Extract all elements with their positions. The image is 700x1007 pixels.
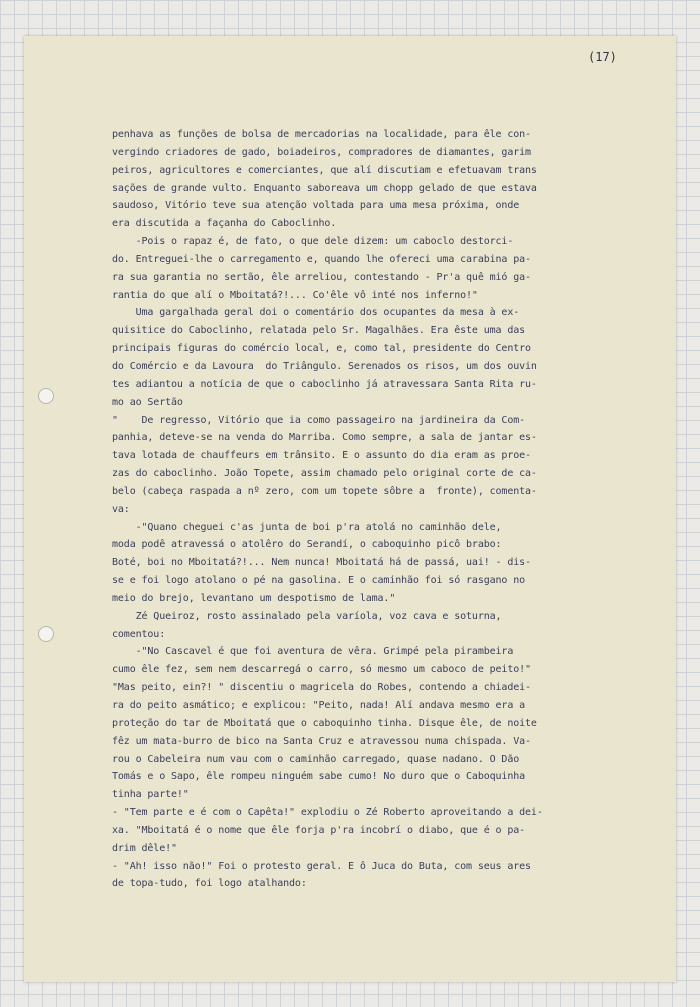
text-line: -Pois o rapaz é, de fato, o que dele dizem: um caboclo destorci- [112,236,514,248]
text-line: Tomás e o Sapo, êle rompeu ninguém sabe cumo! No duro que o Caboquinha [112,771,526,783]
text-line: penhava as funções de bolsa de mercadorias na localidade, para êle con- [112,129,531,140]
text-line: Zé Queiroz, rosto assinalado pela varíola, voz cava e soturna, [112,610,502,622]
punch-hole [38,626,54,642]
text-line: "Mas peito, ein?! " discentiu o magricela do Robes, contendo a chiadei- [112,682,531,694]
text-line: do. Entreguei-lhe o carregamento e, quando lhe ofereci uma carabina pa- [112,253,531,265]
text-line: ra sua garantia no sertão, êle arreliou, contestando - Pr'a quê mió ga- [112,271,531,283]
text-line: era discutida a façanha do Caboclinho. [112,218,337,230]
text-line: - "Ah! isso não!" Foi o protesto geral. E ô Juca do Buta, com seus ares [112,860,531,872]
text-line: do Comércio e da Lavoura do Triângulo. Serenados os risos, um dos ouvin [112,360,537,372]
text-line: mo ao Sertão [112,396,183,408]
page-number: (17) [588,50,617,64]
text-line: va: [112,503,130,515]
text-line: principais figuras do comércio local, e, como tal, presidente do Centro [112,343,531,355]
text-line: ra do peito asmático; e explicou: "Peito, nada! Alí andava mesmo era a [112,700,526,711]
body-text [112,126,668,893]
text-line: peiros, agricultores e comerciantes, que alí discutiam e efetuavam trans [112,164,537,176]
text-line: tes adiantou a notícia de que o caboclinho já atravessara Santa Rita ru- [112,378,537,390]
text-line: drim dêle!" [112,842,177,854]
text-line: moda podê atravessá o atolêro do Serandí, o caboquinho picô brabo: [112,539,502,551]
text-line: meio do brejo, levantano um despotismo de lama." [112,592,396,604]
text-line: xa. "Mboitatá é o nome que êle forja p'ra incobrí o diabo, que é o pa- [112,824,526,836]
text-line: - "Tem parte e é com o Capêta!" explodiu o Zé Roberto aproveitando a dei- [112,807,543,819]
text-line: de topa-tudo, foi logo atalhando: [112,878,307,890]
text-line: rantia do que alí o Mboitatá?!... Co'êle vô inté nos inferno!" [112,289,478,301]
text-line: rou o Cabeleira num vau com o caminhão carregado, quase nadano. O Dão [112,753,520,765]
text-line: proteção do tar de Mboitatá que o caboquinho tinha. Disque êle, de noite [112,717,537,729]
text-line: belo (cabeça raspada a nº zero, com um topete sôbre a fronte), comenta- [112,485,537,497]
text-line: -"Quano cheguei c'as junta de boi p'ra atolá no caminhão dele, [112,521,502,533]
text-line: se e foi logo atolano o pé na gasolina. E o caminhão foi só rasgano no [112,575,526,587]
text-line: Boté, boi no Mboitatá?!... Nem nunca! Mboitatá há de passá, uai! - dis- [112,557,531,569]
text-line: cumo êle fez, sem nem descarregá o carro, só mesmo um caboco de peito!" [112,664,531,676]
text-line: tava lotada de chauffeurs em trânsito. E o assunto do dia eram as proe- [112,450,531,462]
text-line: Uma gargalhada geral doi o comentário dos ocupantes da mesa à ex- [112,307,520,319]
punch-hole [38,388,54,404]
text-line: quisitice do Caboclinho, relatada pelo Sr. Magalhães. Era êste uma das [112,325,526,337]
text-line: fêz um mata-burro de bico na Santa Cruz e atravessou numa chispada. Va- [112,735,531,747]
text-line: comentou: [112,628,166,640]
text-line: sações de grande vulto. Enquanto saboreava um chopp gelado de que estava [112,182,537,194]
text-line: tinha parte!" [112,789,189,801]
text-line: zas do caboclinho. João Topete, assim chamado pelo original corte de ca- [112,468,537,480]
text-line: " De regresso, Vitório que ia como passageiro na jardineira da Com- [112,414,526,426]
text-line: panhia, deteve-se na venda do Marriba. Como sempre, a sala de jantar es- [112,432,537,444]
text-line: -"No Cascavel é que foi aventura de vêra. Grimpé pela pirambeira [112,646,514,658]
text-line: saudoso, Vitório teve sua atenção voltada para uma mesa próxima, onde [112,200,520,212]
text-line: vergindo criadores de gado, boiadeiros, compradores de diamantes, garim [112,146,531,158]
